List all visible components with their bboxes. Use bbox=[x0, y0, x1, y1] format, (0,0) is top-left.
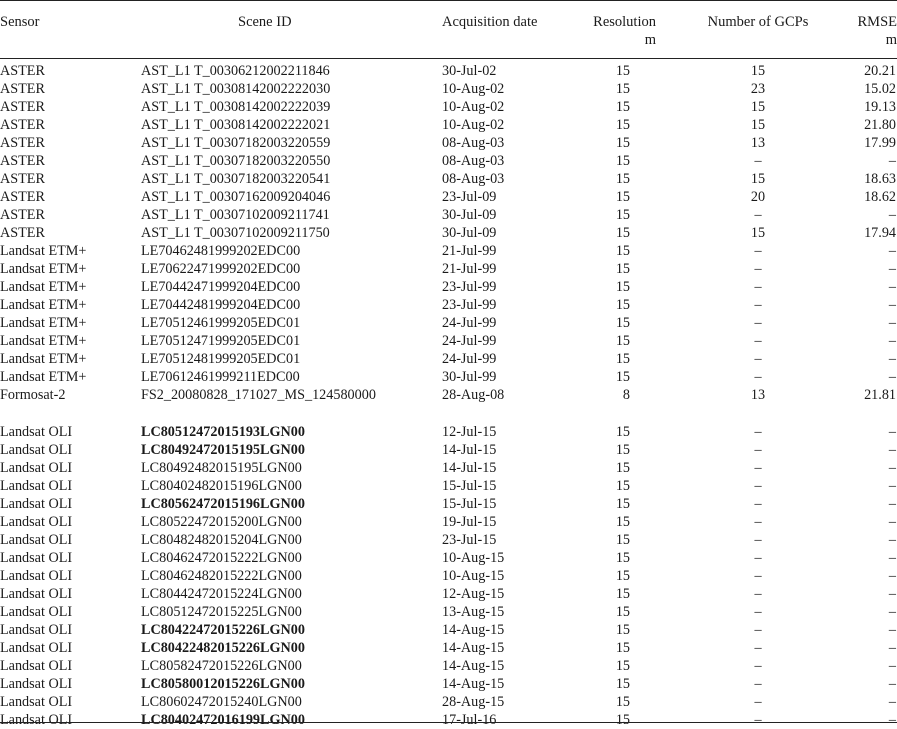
cell-acquisition-date: 08-Aug-03 bbox=[442, 171, 505, 187]
cell-acquisition-date: 14-Jul-15 bbox=[442, 442, 497, 458]
cell-rmse: – bbox=[888, 640, 896, 656]
table-row bbox=[0, 386, 897, 404]
cell-sensor: Landsat OLI bbox=[0, 478, 73, 494]
cell-gcp-count: – bbox=[754, 460, 762, 476]
cell-scene-id: LC80522472015200LGN00 bbox=[141, 514, 302, 530]
cell-resolution: 15 bbox=[615, 514, 630, 530]
cell-sensor: Landsat OLI bbox=[0, 694, 73, 710]
cell-rmse: – bbox=[888, 460, 896, 476]
cell-acquisition-date: 23-Jul-99 bbox=[442, 279, 497, 295]
cell-rmse: 15.02 bbox=[864, 81, 896, 97]
header-rmse-unit: m bbox=[885, 32, 897, 48]
cell-resolution: 15 bbox=[615, 135, 630, 151]
cell-sensor: Landsat ETM+ bbox=[0, 333, 87, 349]
cell-gcp-count: 15 bbox=[750, 171, 766, 187]
cell-rmse: 17.94 bbox=[864, 225, 896, 241]
cell-acquisition-date: 17-Jul-16 bbox=[442, 712, 497, 728]
cell-scene-id: AST_L1 T_00307182003220550 bbox=[141, 153, 331, 169]
cell-scene-id: LE70622471999202EDC00 bbox=[141, 261, 301, 277]
cell-acquisition-date: 14-Aug-15 bbox=[442, 640, 505, 656]
cell-sensor: Landsat ETM+ bbox=[0, 279, 87, 295]
cell-resolution: 15 bbox=[615, 424, 630, 440]
table-row bbox=[0, 441, 897, 459]
table-row bbox=[0, 98, 897, 116]
cell-gcp-count: – bbox=[754, 351, 762, 367]
cell-gcp-count: – bbox=[754, 496, 762, 512]
table-row bbox=[0, 675, 897, 693]
cell-scene-id: AST_L1 T_00308142002222030 bbox=[141, 81, 331, 97]
cell-sensor: ASTER bbox=[0, 207, 45, 223]
cell-rmse: – bbox=[888, 207, 896, 223]
cell-sensor: ASTER bbox=[0, 153, 45, 169]
cell-gcp-count: 20 bbox=[750, 189, 766, 205]
cell-sensor: Landsat OLI bbox=[0, 622, 73, 638]
cell-scene-id: LC80462482015222LGN00 bbox=[141, 568, 302, 584]
cell-acquisition-date: 15-Jul-15 bbox=[442, 478, 497, 494]
cell-resolution: 15 bbox=[615, 153, 630, 169]
cell-resolution: 15 bbox=[615, 568, 630, 584]
cell-rmse: – bbox=[888, 712, 896, 728]
cell-gcp-count: – bbox=[754, 568, 762, 584]
table-body bbox=[0, 62, 897, 729]
table-row bbox=[0, 603, 897, 621]
cell-resolution: 15 bbox=[615, 496, 630, 512]
header-rmse-label: RMSE bbox=[857, 14, 897, 30]
cell-scene-id: LC80582472015226LGN00 bbox=[141, 658, 302, 674]
cell-acquisition-date: 23-Jul-99 bbox=[442, 297, 497, 313]
cell-sensor: Landsat ETM+ bbox=[0, 369, 87, 385]
cell-gcp-count: – bbox=[754, 333, 762, 349]
cell-resolution: 15 bbox=[615, 640, 630, 656]
table-row bbox=[0, 423, 897, 441]
cell-sensor: Landsat ETM+ bbox=[0, 261, 87, 277]
cell-scene-id: AST_L1 T_00308142002222021 bbox=[141, 117, 331, 133]
cell-sensor: ASTER bbox=[0, 81, 45, 97]
cell-resolution: 15 bbox=[615, 369, 630, 385]
cell-resolution: 15 bbox=[615, 117, 630, 133]
cell-scene-id: LC80402472016199LGN00 bbox=[141, 712, 305, 728]
cell-acquisition-date: 08-Aug-03 bbox=[442, 153, 505, 169]
cell-sensor: ASTER bbox=[0, 225, 45, 241]
cell-scene-id: LC80580012015226LGN00 bbox=[141, 676, 305, 692]
table-top-rule bbox=[0, 0, 897, 1]
cell-scene-id: LC80422472015226LGN00 bbox=[141, 622, 305, 638]
cell-rmse: – bbox=[888, 424, 896, 440]
cell-scene-id: FS2_20080828_171027_MS_124580000 bbox=[141, 387, 376, 403]
cell-rmse: – bbox=[888, 261, 896, 277]
cell-sensor: Landsat ETM+ bbox=[0, 315, 87, 331]
cell-scene-id: AST_L1 T_00307102009211741 bbox=[141, 207, 330, 223]
header-scene-id-label: Scene ID bbox=[238, 14, 292, 30]
cell-sensor: Landsat OLI bbox=[0, 676, 73, 692]
table-row bbox=[0, 224, 897, 242]
cell-gcp-count: – bbox=[754, 424, 762, 440]
cell-acquisition-date: 28-Aug-08 bbox=[442, 387, 505, 403]
cell-scene-id: LC80512472015193LGN00 bbox=[141, 424, 305, 440]
cell-scene-id: LC80402482015196LGN00 bbox=[141, 478, 302, 494]
table-row bbox=[0, 368, 897, 386]
cell-acquisition-date: 30-Jul-09 bbox=[442, 225, 497, 241]
cell-rmse: – bbox=[888, 442, 896, 458]
cell-gcp-count: – bbox=[754, 369, 762, 385]
cell-resolution: 15 bbox=[615, 478, 630, 494]
header-acquisition-date bbox=[442, 13, 537, 31]
cell-resolution: 15 bbox=[615, 622, 630, 638]
header-resolution-label: Resolution bbox=[593, 14, 656, 30]
header-sensor bbox=[0, 13, 39, 31]
cell-rmse: 18.62 bbox=[864, 189, 896, 205]
cell-gcp-count: 15 bbox=[750, 225, 766, 241]
table-row bbox=[0, 531, 897, 549]
table-bottom-rule bbox=[0, 722, 897, 723]
table-row bbox=[0, 62, 897, 80]
cell-acquisition-date: 10-Aug-02 bbox=[442, 81, 505, 97]
cell-rmse: 17.99 bbox=[864, 135, 896, 151]
cell-sensor: Formosat-2 bbox=[0, 387, 66, 403]
cell-sensor: Landsat OLI bbox=[0, 514, 73, 530]
cell-resolution: 15 bbox=[615, 99, 630, 115]
cell-sensor: Landsat OLI bbox=[0, 712, 73, 728]
cell-scene-id: AST_L1 T_00307182003220541 bbox=[141, 171, 331, 187]
cell-rmse: – bbox=[888, 514, 896, 530]
header-gcps bbox=[700, 13, 816, 31]
cell-resolution: 15 bbox=[615, 315, 630, 331]
cell-scene-id: LC80562472015196LGN00 bbox=[141, 496, 305, 512]
cell-gcp-count: – bbox=[754, 604, 762, 620]
cell-gcp-count: – bbox=[754, 153, 762, 169]
cell-resolution: 15 bbox=[615, 658, 630, 674]
cell-resolution: 15 bbox=[615, 63, 630, 79]
table-row bbox=[0, 513, 897, 531]
cell-rmse: – bbox=[888, 333, 896, 349]
cell-rmse: – bbox=[888, 550, 896, 566]
cell-rmse: – bbox=[888, 586, 896, 602]
cell-sensor: ASTER bbox=[0, 189, 45, 205]
cell-acquisition-date: 28-Aug-15 bbox=[442, 694, 505, 710]
cell-acquisition-date: 10-Aug-02 bbox=[442, 117, 505, 133]
table-header-rule bbox=[0, 58, 897, 59]
table-row bbox=[0, 693, 897, 711]
cell-scene-id: AST_L1 T_00306212002211846 bbox=[141, 63, 330, 79]
table-row bbox=[0, 188, 897, 206]
cell-gcp-count: 13 bbox=[750, 387, 766, 403]
cell-scene-id: LC80492482015195LGN00 bbox=[141, 460, 302, 476]
cell-gcp-count: – bbox=[754, 442, 762, 458]
table-row bbox=[0, 260, 897, 278]
cell-rmse: – bbox=[888, 604, 896, 620]
cell-sensor: Landsat ETM+ bbox=[0, 351, 87, 367]
cell-resolution: 15 bbox=[615, 694, 630, 710]
cell-sensor: Landsat ETM+ bbox=[0, 297, 87, 313]
table-row bbox=[0, 621, 897, 639]
cell-sensor: ASTER bbox=[0, 135, 45, 151]
cell-rmse: – bbox=[888, 243, 896, 259]
cell-rmse: – bbox=[888, 315, 896, 331]
cell-scene-id: AST_L1 T_00307162009204046 bbox=[141, 189, 331, 205]
table-row bbox=[0, 549, 897, 567]
cell-acquisition-date: 14-Aug-15 bbox=[442, 622, 505, 638]
cell-scene-id: LC80442472015224LGN00 bbox=[141, 586, 302, 602]
table-row bbox=[0, 477, 897, 495]
cell-scene-id: LC80492472015195LGN00 bbox=[141, 442, 305, 458]
cell-rmse: 21.80 bbox=[864, 117, 896, 133]
cell-sensor: Landsat OLI bbox=[0, 442, 73, 458]
cell-gcp-count: 15 bbox=[750, 99, 766, 115]
cell-gcp-count: – bbox=[754, 261, 762, 277]
cell-resolution: 15 bbox=[615, 189, 630, 205]
table-row bbox=[0, 495, 897, 513]
cell-sensor: Landsat OLI bbox=[0, 496, 73, 512]
cell-scene-id: LE70442481999204EDC00 bbox=[141, 297, 301, 313]
cell-rmse: – bbox=[888, 369, 896, 385]
cell-scene-id: LE70612461999211EDC00 bbox=[141, 369, 300, 385]
cell-acquisition-date: 21-Jul-99 bbox=[442, 243, 497, 259]
cell-rmse: – bbox=[888, 478, 896, 494]
cell-acquisition-date: 21-Jul-99 bbox=[442, 261, 497, 277]
cell-resolution: 15 bbox=[615, 297, 630, 313]
cell-sensor: Landsat OLI bbox=[0, 568, 73, 584]
header-resolution-unit: m bbox=[644, 32, 656, 48]
cell-rmse: – bbox=[888, 622, 896, 638]
table-row bbox=[0, 206, 897, 224]
cell-resolution: 15 bbox=[615, 604, 630, 620]
cell-acquisition-date: 24-Jul-99 bbox=[442, 333, 497, 349]
table-row bbox=[0, 278, 897, 296]
table-row bbox=[0, 350, 897, 368]
cell-resolution: 15 bbox=[615, 81, 630, 97]
cell-acquisition-date: 13-Aug-15 bbox=[442, 604, 505, 620]
cell-rmse: – bbox=[888, 532, 896, 548]
cell-rmse: 21.81 bbox=[864, 387, 896, 403]
cell-acquisition-date: 14-Jul-15 bbox=[442, 460, 497, 476]
cell-acquisition-date: 30-Jul-02 bbox=[442, 63, 497, 79]
cell-sensor: Landsat ETM+ bbox=[0, 243, 87, 259]
cell-resolution: 15 bbox=[615, 225, 630, 241]
table-row bbox=[0, 242, 897, 260]
cell-scene-id: LE70442471999204EDC00 bbox=[141, 279, 301, 295]
cell-resolution: 15 bbox=[615, 712, 630, 728]
cell-resolution: 15 bbox=[615, 460, 630, 476]
cell-sensor: Landsat OLI bbox=[0, 460, 73, 476]
cell-acquisition-date: 23-Jul-09 bbox=[442, 189, 497, 205]
cell-rmse: – bbox=[888, 297, 896, 313]
cell-acquisition-date: 15-Jul-15 bbox=[442, 496, 497, 512]
cell-gcp-count: – bbox=[754, 207, 762, 223]
cell-sensor: ASTER bbox=[0, 99, 45, 115]
cell-resolution: 15 bbox=[615, 676, 630, 692]
cell-rmse: – bbox=[888, 658, 896, 674]
cell-sensor: Landsat OLI bbox=[0, 586, 73, 602]
header-acquisition-date-label: Acquisition date bbox=[442, 14, 538, 30]
cell-sensor: ASTER bbox=[0, 117, 45, 133]
table-row bbox=[0, 170, 897, 188]
cell-rmse: 20.21 bbox=[864, 63, 896, 79]
header-scene-id bbox=[238, 13, 292, 31]
cell-sensor: Landsat OLI bbox=[0, 640, 73, 656]
table-row bbox=[0, 657, 897, 675]
cell-scene-id: LE70512471999205EDC01 bbox=[141, 333, 301, 349]
table-row bbox=[0, 116, 897, 134]
table-row bbox=[0, 314, 897, 332]
table-row bbox=[0, 711, 897, 729]
cell-rmse: – bbox=[888, 676, 896, 692]
table-row bbox=[0, 296, 897, 314]
cell-resolution: 15 bbox=[615, 261, 630, 277]
cell-gcp-count: – bbox=[754, 550, 762, 566]
cell-scene-id: LC80462472015222LGN00 bbox=[141, 550, 302, 566]
cell-acquisition-date: 30-Jul-99 bbox=[442, 369, 497, 385]
cell-sensor: Landsat OLI bbox=[0, 658, 73, 674]
cell-acquisition-date: 08-Aug-03 bbox=[442, 135, 505, 151]
cell-gcp-count: – bbox=[754, 694, 762, 710]
cell-acquisition-date: 19-Jul-15 bbox=[442, 514, 497, 530]
cell-sensor: Landsat OLI bbox=[0, 532, 73, 548]
cell-acquisition-date: 14-Aug-15 bbox=[442, 658, 505, 674]
header-sensor-label: Sensor bbox=[0, 14, 40, 30]
cell-scene-id: LC80482482015204LGN00 bbox=[141, 532, 302, 548]
cell-rmse: – bbox=[888, 694, 896, 710]
cell-scene-id: LC80422482015226LGN00 bbox=[141, 640, 305, 656]
cell-gcp-count: – bbox=[754, 243, 762, 259]
table-row bbox=[0, 332, 897, 350]
cell-resolution: 15 bbox=[615, 351, 630, 367]
cell-scene-id: AST_L1 T_00308142002222039 bbox=[141, 99, 331, 115]
table-row bbox=[0, 585, 897, 603]
cell-resolution: 15 bbox=[615, 333, 630, 349]
cell-gcp-count: 13 bbox=[750, 135, 766, 151]
cell-scene-id: LC80602472015240LGN00 bbox=[141, 694, 302, 710]
cell-rmse: 19.13 bbox=[864, 99, 896, 115]
cell-scene-id: LE70462481999202EDC00 bbox=[141, 243, 301, 259]
cell-resolution: 15 bbox=[615, 243, 630, 259]
cell-gcp-count: – bbox=[754, 532, 762, 548]
cell-rmse: – bbox=[888, 496, 896, 512]
cell-resolution: 15 bbox=[615, 532, 630, 548]
cell-resolution: 15 bbox=[615, 279, 630, 295]
cell-scene-id: LE70512481999205EDC01 bbox=[141, 351, 301, 367]
cell-acquisition-date: 14-Aug-15 bbox=[442, 676, 505, 692]
header-rmse bbox=[846, 13, 897, 49]
table-row bbox=[0, 459, 897, 477]
cell-resolution: 15 bbox=[615, 171, 630, 187]
cell-resolution: 15 bbox=[615, 550, 630, 566]
cell-acquisition-date: 10-Aug-15 bbox=[442, 568, 505, 584]
cell-acquisition-date: 30-Jul-09 bbox=[442, 207, 497, 223]
cell-acquisition-date: 24-Jul-99 bbox=[442, 351, 497, 367]
cell-sensor: ASTER bbox=[0, 63, 45, 79]
cell-gcp-count: – bbox=[754, 586, 762, 602]
table-row bbox=[0, 80, 897, 98]
cell-sensor: Landsat OLI bbox=[0, 424, 73, 440]
cell-rmse: – bbox=[888, 351, 896, 367]
cell-scene-id: AST_L1 T_00307102009211750 bbox=[141, 225, 330, 241]
cell-gcp-count: – bbox=[754, 622, 762, 638]
cell-gcp-count: – bbox=[754, 676, 762, 692]
cell-resolution: 8 bbox=[622, 387, 630, 403]
cell-resolution: 15 bbox=[615, 442, 630, 458]
cell-gcp-count: 15 bbox=[750, 117, 766, 133]
cell-rmse: – bbox=[888, 568, 896, 584]
cell-gcp-count: 15 bbox=[750, 63, 766, 79]
cell-acquisition-date: 12-Jul-15 bbox=[442, 424, 497, 440]
cell-acquisition-date: 24-Jul-99 bbox=[442, 315, 497, 331]
cell-rmse: 18.63 bbox=[864, 171, 896, 187]
cell-gcp-count: – bbox=[754, 315, 762, 331]
cell-sensor: ASTER bbox=[0, 171, 45, 187]
cell-acquisition-date: 12-Aug-15 bbox=[442, 586, 505, 602]
cell-gcp-count: – bbox=[754, 478, 762, 494]
cell-rmse: – bbox=[888, 153, 896, 169]
table-row bbox=[0, 567, 897, 585]
cell-acquisition-date: 10-Aug-02 bbox=[442, 99, 505, 115]
header-resolution bbox=[588, 13, 656, 49]
cell-gcp-count: – bbox=[754, 279, 762, 295]
table-row bbox=[0, 152, 897, 170]
cell-gcp-count: – bbox=[754, 297, 762, 313]
cell-resolution: 15 bbox=[615, 586, 630, 602]
cell-acquisition-date: 10-Aug-15 bbox=[442, 550, 505, 566]
cell-gcp-count: 23 bbox=[750, 81, 766, 97]
cell-resolution: 15 bbox=[615, 207, 630, 223]
table-row bbox=[0, 134, 897, 152]
cell-scene-id: LC80512472015225LGN00 bbox=[141, 604, 302, 620]
table-row bbox=[0, 639, 897, 657]
cell-gcp-count: – bbox=[754, 658, 762, 674]
cell-gcp-count: – bbox=[754, 712, 762, 728]
cell-gcp-count: – bbox=[754, 640, 762, 656]
cell-rmse: – bbox=[888, 279, 896, 295]
cell-scene-id: AST_L1 T_00307182003220559 bbox=[141, 135, 331, 151]
cell-scene-id: LE70512461999205EDC01 bbox=[141, 315, 301, 331]
cell-sensor: Landsat OLI bbox=[0, 550, 73, 566]
cell-gcp-count: – bbox=[754, 514, 762, 530]
header-gcps-label: Number of GCPs bbox=[707, 14, 809, 30]
cell-sensor: Landsat OLI bbox=[0, 604, 73, 620]
cell-acquisition-date: 23-Jul-15 bbox=[442, 532, 497, 548]
